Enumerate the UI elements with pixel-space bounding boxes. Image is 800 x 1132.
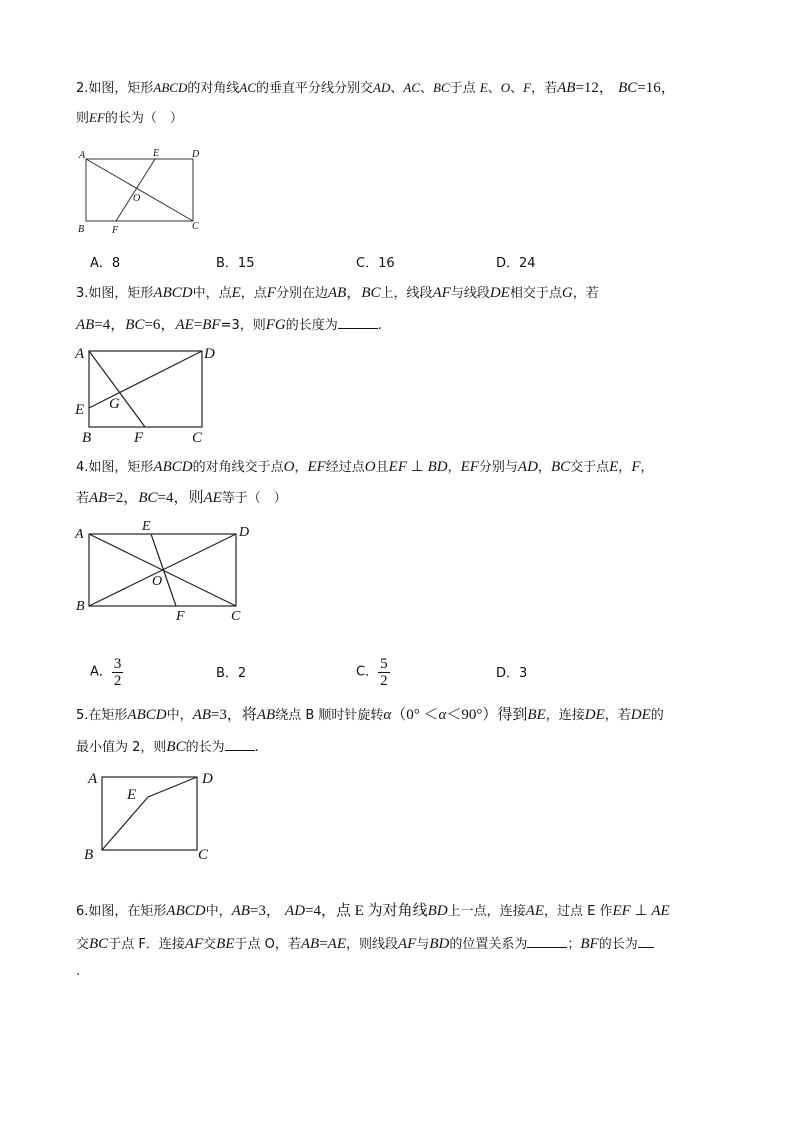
q2-option-a[interactable] [90, 254, 120, 274]
q5-math: AB [256, 707, 276, 723]
q3-label-c: C [192, 430, 203, 446]
q4-text: 交于点 [570, 460, 610, 475]
q3-math: BC [361, 285, 381, 301]
q4-text: 且 [375, 460, 389, 475]
q5-path-bed [102, 777, 197, 850]
q2-option-c[interactable] [356, 254, 395, 274]
q4-math: BD [427, 459, 448, 475]
option-letter: A． [90, 664, 112, 680]
q5-text: ＜90°）得到 [446, 707, 528, 723]
q2-math: AC [239, 80, 256, 95]
q5-text: 绕点 B 顺时针旋转 [275, 708, 384, 723]
q4-option-b[interactable] [216, 664, 246, 684]
q4-math: ABCD [153, 459, 193, 475]
q3-text: =3，则 [220, 318, 266, 333]
option-value: 2 [237, 666, 247, 681]
option-letter: A． [90, 256, 112, 271]
q2-text: ，若 [531, 81, 558, 96]
q4-option-c[interactable] [356, 656, 390, 689]
q6-text: 的长为 [598, 937, 638, 952]
q5-math: BC [166, 739, 186, 755]
q4-text: ， [640, 460, 654, 475]
option-letter: B． [216, 666, 238, 681]
q6-math: BF [580, 936, 599, 952]
q3-text: ，若 [572, 286, 599, 301]
q3-text: ， [346, 285, 362, 301]
q5-text: 的 [650, 708, 664, 723]
q2-text: =12， [575, 80, 614, 96]
q4-label-o: O [152, 574, 163, 589]
q4-math: O [283, 459, 295, 475]
q6-text: . [76, 964, 81, 979]
q3-segment-af [89, 351, 145, 427]
q3-math: AE [175, 317, 194, 333]
option-value: 3 [519, 666, 528, 681]
q3-text: 中，点 [192, 286, 232, 301]
q4-math: AE [203, 490, 222, 506]
q6-text: 6.如图，在矩形 [76, 904, 167, 919]
q3-text: 分别在边 [275, 286, 328, 301]
q3-label-b: B [82, 430, 92, 446]
q3-math: FG [265, 317, 286, 333]
q6-text: 于点 O，若 [234, 937, 301, 952]
q6-text: 交 [76, 937, 90, 952]
q3-math: AF [432, 285, 451, 301]
q4-math: BC [138, 490, 158, 506]
q3-text: 3.如图，矩形 [76, 286, 154, 301]
q2-text: 、 [390, 81, 404, 96]
q4-math: F [631, 459, 641, 475]
q4-text: ⊥ [406, 459, 428, 475]
q6-text: ，过点 E 作 [544, 904, 613, 919]
q4-label-c: C [231, 609, 241, 624]
q3-text: =6， [144, 317, 176, 333]
q2-text: 于点 [449, 81, 476, 96]
q3-figure [72, 340, 232, 450]
q2-text: 、 [510, 81, 524, 96]
q4-math: EF [388, 459, 407, 475]
q4-text: 的对角线交于点 [192, 460, 284, 475]
option-value: 24 [519, 256, 536, 271]
q6-math: BE [216, 936, 235, 952]
q2-text: 的对角线 [187, 81, 240, 96]
q3-text: =4， [94, 317, 126, 333]
q6-math: AE [327, 936, 346, 952]
fraction-numerator: 5 [380, 656, 388, 672]
q3-math: ABCD [153, 285, 193, 301]
q2-math: EF [89, 110, 105, 125]
q6-text: 的位置关系为 [449, 937, 528, 952]
fraction-denominator: 2 [113, 673, 122, 689]
q5-math: α [438, 707, 447, 723]
q6-math: AE [525, 903, 544, 919]
q2-label-a: A [79, 150, 86, 161]
q6-text-line1 [76, 901, 670, 922]
q4-label-a: A [75, 527, 84, 542]
q5-label-a: A [88, 771, 98, 787]
q4-text: 4.如图，矩形 [76, 460, 154, 475]
q6-text: 中， [205, 904, 232, 919]
q2-segment-ef [116, 159, 155, 221]
fraction-denominator: 2 [380, 673, 388, 689]
q5-label-c: C [198, 847, 209, 863]
q2-text: 、 [487, 81, 501, 96]
q5-text: ，连接 [545, 708, 585, 723]
q5-text-line1 [76, 705, 664, 726]
q3-text-line2 [76, 314, 382, 336]
q3-math: AB [327, 285, 347, 301]
q3-label-e: E [75, 402, 85, 418]
q4-text: =2， [107, 490, 139, 506]
q5-label-b: B [84, 847, 94, 863]
q6-text: ⊥ [630, 903, 652, 919]
q4-text-line1 [76, 457, 654, 478]
q2-text: 的垂直平分线分别交 [256, 81, 374, 96]
q4-figure [72, 514, 262, 624]
option-value: 16 [378, 256, 395, 271]
q5-math: ABCD [127, 707, 167, 723]
q2-math: O [500, 80, 511, 95]
q5-text: 中， [166, 708, 193, 723]
q4-text: ， [447, 460, 461, 475]
q4-math: AB [89, 490, 108, 506]
q3-rectangle [89, 351, 202, 427]
q3-text: 相交于点 [509, 286, 562, 301]
q4-math: EF [460, 459, 479, 475]
q2-math: E [479, 80, 488, 95]
q3-math: E [231, 285, 241, 301]
q5-figure [80, 763, 230, 868]
q3-math: G [561, 285, 573, 301]
q4-option-a[interactable] [90, 656, 123, 689]
q2-text: 、 [420, 81, 434, 96]
q4-math: AD [517, 459, 538, 475]
q3-math: DE [489, 285, 510, 301]
q2-text-line1 [76, 78, 676, 99]
q4-text-line2 [76, 488, 287, 509]
q2-option-d[interactable] [496, 254, 536, 274]
q6-text: 交 [203, 937, 217, 952]
q3-label-d: D [204, 346, 215, 362]
q4-option-d[interactable] [496, 664, 527, 684]
q5-text: 最小值为 2，则 [76, 740, 167, 755]
q6-math: AF [184, 936, 204, 952]
q6-answer-blank-2[interactable] [638, 933, 654, 948]
q4-math: EF [307, 459, 326, 475]
q2-math: BC [433, 80, 450, 95]
q3-math: BF [202, 317, 221, 333]
q5-math: DE [630, 707, 651, 723]
q2-label-b: B [78, 224, 85, 235]
q2-label-f: F [112, 225, 119, 236]
q2-text: =16， [637, 80, 676, 96]
option-letter: D． [496, 666, 520, 681]
q6-math: EF [612, 903, 631, 919]
q4-math: E [609, 459, 619, 475]
q3-text: . [377, 318, 382, 333]
q2-text: 2.如图，矩形 [76, 81, 154, 96]
q3-math: F [266, 285, 276, 301]
q2-math: AD [373, 80, 391, 95]
fraction-numerator: 3 [113, 656, 122, 672]
q2-text: 的长为（ ） [104, 111, 183, 126]
q6-text: =4，点 E 为对角线 [305, 903, 428, 919]
q6-math: AF [398, 936, 417, 952]
option-letter: B． [216, 256, 238, 271]
q2-diagonal-ac [86, 159, 193, 221]
q2-label-e: E [153, 148, 160, 159]
q4-text: ， [537, 460, 551, 475]
q3-text: 上，线段 [380, 286, 433, 301]
q2-option-b[interactable] [216, 254, 254, 274]
q6-text-line2 [76, 933, 654, 955]
q3-text: 与线段 [450, 286, 490, 301]
q3-answer-blank[interactable] [338, 314, 378, 329]
q2-math: AC [403, 80, 420, 95]
q2-math: AB [557, 80, 576, 96]
q4-label-d: D [239, 525, 250, 540]
q6-math: BD [427, 903, 448, 919]
q4-math: BC [550, 459, 571, 475]
q3-math: AB [76, 317, 95, 333]
option-letter: C． [356, 256, 379, 271]
q3-label-a: A [75, 346, 85, 362]
q2-label-o: O [133, 193, 141, 204]
q6-math: AD [285, 903, 306, 919]
option-letter: D． [496, 256, 520, 271]
q5-text: . [254, 740, 259, 755]
q4-text: 等于（ ） [221, 491, 287, 506]
q3-math: BC [125, 317, 145, 333]
q3-segment-de [89, 351, 202, 408]
q5-text: 的长为 [185, 740, 225, 755]
q4-text: ， [294, 460, 308, 475]
q2-label-c: C [192, 221, 199, 232]
q6-math: BC [89, 936, 109, 952]
q4-text: 分别与 [478, 460, 518, 475]
q6-answer-blank-1[interactable] [527, 933, 567, 948]
q5-math: BE [527, 707, 546, 723]
q4-label-b: B [76, 599, 85, 614]
q5-label-e: E [127, 787, 137, 803]
q3-text: = [193, 317, 203, 333]
q2-math: BC [618, 80, 638, 96]
q4-text: 若 [76, 491, 90, 506]
q6-math: AB [231, 903, 250, 919]
q5-text: ，若 [604, 708, 631, 723]
q3-text: 的长度为 [285, 318, 338, 333]
q2-text: 则 [76, 111, 90, 126]
q4-text: =4，则 [157, 490, 204, 506]
q5-text-line2 [76, 736, 259, 758]
q5-text: =3，将 [210, 707, 257, 723]
q3-text-line1 [76, 283, 599, 304]
option-letter: C． [356, 664, 379, 680]
q6-text: =3， [249, 903, 281, 919]
q4-segment-ef [151, 534, 176, 606]
q6-math: AE [651, 903, 670, 919]
option-fraction [378, 656, 390, 689]
q6-math: ABCD [166, 903, 206, 919]
q2-math: ABCD [153, 80, 188, 95]
q2-text-line2 [76, 108, 183, 129]
q4-label-f: F [176, 609, 185, 624]
q6-text-line3 [76, 962, 80, 982]
q6-text: ； [567, 937, 581, 952]
option-value: 8 [111, 256, 121, 271]
q6-math: BD [429, 936, 450, 952]
option-value: 15 [237, 256, 255, 271]
option-fraction [112, 656, 124, 689]
q5-math: α [383, 707, 392, 723]
q2-math: F [523, 80, 532, 95]
q5-math: DE [584, 707, 605, 723]
q3-label-f: F [134, 430, 144, 446]
q5-text: 5.在矩形 [76, 708, 128, 723]
q5-text: （0° ＜ [391, 707, 439, 723]
q6-text: = [319, 936, 328, 952]
q6-text: 于点 F．连接 [108, 937, 185, 952]
q5-answer-blank[interactable] [225, 736, 255, 751]
q3-label-g: G [109, 396, 120, 412]
q5-rectangle [102, 777, 197, 850]
q6-math: AB [300, 936, 320, 952]
q4-text: 经过点 [325, 460, 365, 475]
q5-label-d: D [202, 771, 213, 787]
q2-figure [70, 142, 210, 237]
q2-label-d: D [192, 149, 200, 160]
q3-text: ，点 [240, 286, 267, 301]
q4-label-e: E [142, 519, 151, 534]
q4-text: ， [618, 460, 632, 475]
q6-text: 与 [416, 937, 430, 952]
q6-text: 上一点，连接 [447, 904, 526, 919]
q6-text: ，则线段 [345, 937, 398, 952]
q4-math: O [364, 459, 376, 475]
q5-math: AB [192, 707, 211, 723]
